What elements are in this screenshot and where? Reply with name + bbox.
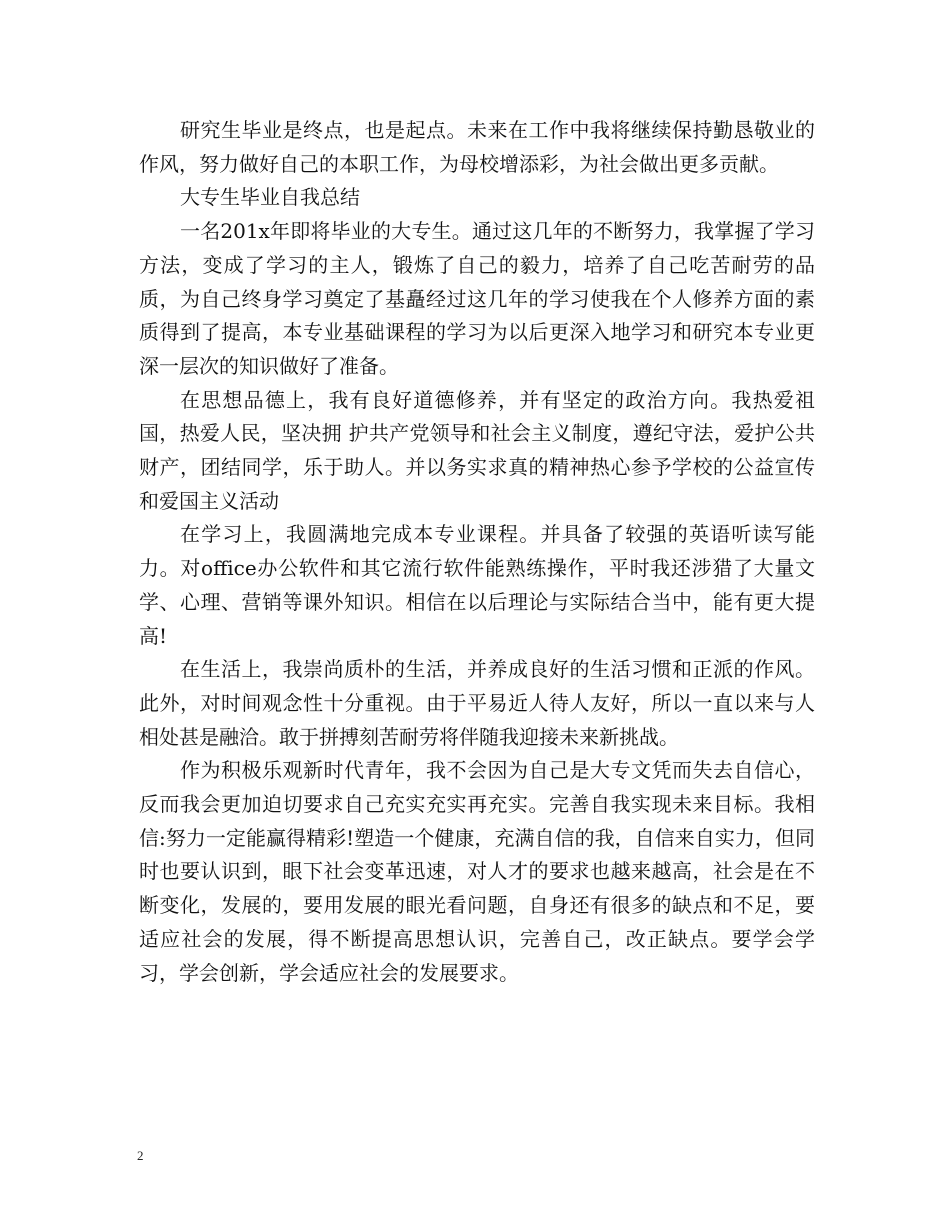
paragraph-outlook: 作为积极乐观新时代青年，我不会因为自己是大专文凭而失去自信心，反而我会更加迫切要求自己充实充实再充实。完善自我实现未来目标。我相信:努力一定能赢得精彩!塑造一个健康，充满自信的我，自信来自实力，但同时也要认识到，眼下社会变革迅速，对人才的要求也越来越高，社会是在不断变化，发展的，要用发展的眼光看问题，自身还有很多的缺点和不足，要适应社会的发展，得不断提高思想认识，完善自己，改正缺点。要学会学习，学会创新，学会适应社会的发展要求。 xyxy=(139,758,815,985)
paragraph-moral-character: 在思想品德上，我有良好道德修养，并有坚定的政治方向。我热爱祖国，热爱人民，坚决拥 护共产党领导和社会主义制度，遵纪守法，爱护公共财产，团结同学，乐于助人。并以务实求真的精神热心参予学校的公益宣传和爱国主义活动 xyxy=(139,387,815,513)
document-body xyxy=(139,114,815,990)
paragraph-study: 在学习上，我圆满地完成本专业课程。并具备了较强的英语听读写能力。对office办公软件和其它流行软件能熟练操作，平时我还涉猎了大量文学、心理、营销等课外知识。相信在以后理论与实际结合当中，能有更大提高! xyxy=(139,522,815,648)
section-heading: 大专生毕业自我总结 xyxy=(180,185,360,210)
paragraph-life: 在生活上，我崇尚质朴的生活，并养成良好的生活习惯和正派的作风。此外，对时间观念性十分重视。由于平易近人待人友好，所以一直以来与人相处甚是融洽。敢于拼搏刻苦耐劳将伴随我迎接未来新挑战。 xyxy=(139,657,815,749)
paragraph-graduation-conclusion: 研究生毕业是终点，也是起点。未来在工作中我将继续保持勤恳敬业的作风，努力做好自己的本职工作，为母校增添彩，为社会做出更多贡献。 xyxy=(139,118,815,176)
page-number: 2 xyxy=(137,1148,144,1163)
paragraph-introduction: 一名201x年即将毕业的大专生。通过这几年的不断努力，我掌握了学习方法，变成了学习的主人，锻炼了自己的毅力，培养了自己吃苦耐劳的品质，为自己终身学习奠定了基矗经过这几年的学习使我在个人修养方面的素质得到了提高，本专业基础课程的学习为以后更深入地学习和研究本专业更深一层次的知识做好了准备。 xyxy=(139,219,815,378)
